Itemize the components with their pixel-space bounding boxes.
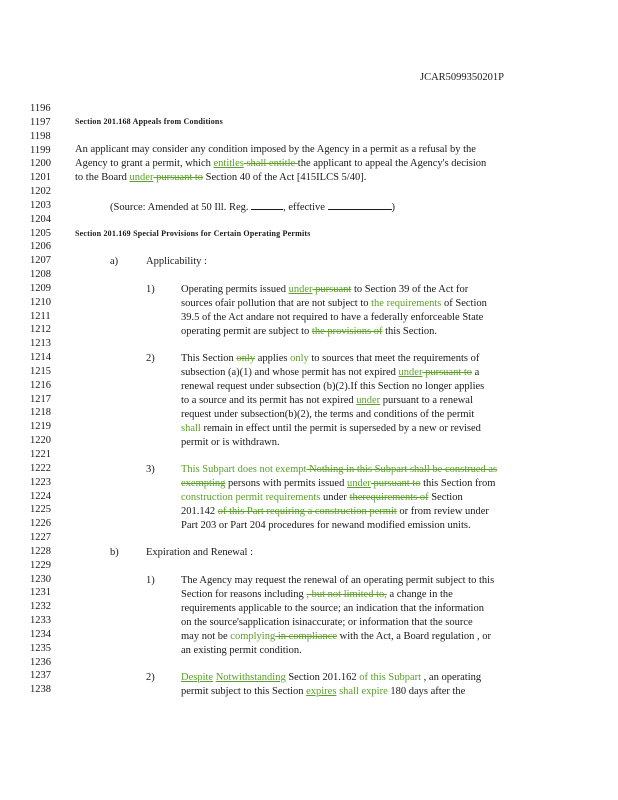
- expiration-title: Expiration and Renewal :: [146, 547, 254, 558]
- inserted-text: only: [290, 353, 309, 364]
- text-run: operating permit are subject to: [181, 326, 312, 337]
- line-number: 1228: [30, 545, 51, 557]
- text-run: a: [472, 367, 480, 378]
- deleted-text: pursuant to: [370, 478, 421, 489]
- deleted-text: shall entitle: [243, 158, 298, 169]
- line-number: 1236: [30, 656, 51, 668]
- text-run: ): [391, 202, 396, 213]
- line-number: 1198: [30, 130, 51, 142]
- text-run: (Source: Amended at 50 Ill. Reg.: [110, 202, 249, 213]
- line-number: 1222: [30, 462, 51, 474]
- inserted-text: under: [288, 284, 313, 295]
- line-number: 1206: [30, 241, 51, 253]
- b1-line-6: an existing permit condition.: [181, 645, 302, 656]
- line-number: 1225: [30, 504, 51, 516]
- text-run: This Section: [181, 353, 237, 364]
- line-number: 1212: [30, 324, 51, 336]
- line-number: 1202: [30, 186, 51, 198]
- a1-line-3: 39.5 of the Act andare not required to have a federally enforceable State: [181, 312, 484, 323]
- label-b: b): [110, 547, 119, 558]
- deleted-text: pursuant: [312, 284, 352, 295]
- inserted-text: Notwithstanding: [215, 672, 286, 683]
- blank-volume: [251, 200, 283, 210]
- line-number: 1199: [30, 144, 51, 156]
- text-run: Section for reasons including: [181, 589, 307, 600]
- line-number: 1200: [30, 158, 51, 170]
- para-168-line-3: [75, 172, 366, 183]
- a2-line-2: [181, 367, 479, 378]
- line-number: 1226: [30, 518, 51, 530]
- a3-line-2: [181, 478, 495, 489]
- a2-line-3: renewal request under subsection (b)(2).If this Section no longer applies: [181, 381, 485, 392]
- text-run: may not be: [181, 631, 231, 642]
- line-number: 1211: [30, 310, 51, 322]
- a1-line-4: [181, 326, 437, 337]
- line-number: 1237: [30, 670, 51, 682]
- text-run: with the Act, a Board regulation , or: [337, 631, 491, 642]
- text-run: under: [320, 492, 350, 503]
- b2-line-2: [181, 686, 465, 697]
- inserted-text: shall expire: [336, 686, 388, 697]
- a2-line-7: permit or is withdrawn.: [181, 437, 280, 448]
- text-run: 180 days after the: [387, 686, 466, 697]
- label-a1: 1): [146, 284, 155, 295]
- text-run: persons with permits issued: [225, 478, 347, 489]
- line-number: 1213: [30, 338, 51, 350]
- text-run: to the Board: [75, 172, 130, 183]
- a2-line-1: [181, 353, 479, 364]
- line-number: 1224: [30, 490, 51, 502]
- deleted-text: therequirements of: [349, 492, 429, 503]
- a2-line-4: [181, 395, 473, 406]
- line-number: 1221: [30, 449, 51, 460]
- line-number: 1214: [30, 352, 51, 364]
- text-run: Operating permits issued: [181, 284, 289, 295]
- text-run: Section: [428, 492, 463, 503]
- b1-line-5: [181, 631, 491, 642]
- blank-date: [328, 200, 392, 210]
- text-run: this Section.: [382, 326, 438, 337]
- line-number: 1197: [30, 116, 51, 128]
- deleted-text: the provisions of: [311, 326, 383, 337]
- line-number: 1201: [30, 172, 51, 184]
- para-168-line-1: An applicant may consider any condition imposed by the Agency in a permit as a refusal by the: [75, 144, 476, 155]
- document-id: JCAR5099350201P: [420, 72, 505, 83]
- inserted-text: under: [398, 367, 423, 378]
- applicability-title: Applicability :: [146, 256, 207, 267]
- inserted-text: complying: [230, 631, 276, 642]
- inserted-text: under: [356, 395, 381, 406]
- text-run: a change in the: [386, 589, 453, 600]
- inserted-text: under: [129, 172, 154, 183]
- text-run: of Section: [441, 298, 487, 309]
- label-a2: 2): [146, 353, 155, 364]
- b1-line-2: [181, 589, 453, 600]
- b1-line-1: The Agency may request the renewal of an operating permit subject to this: [181, 575, 495, 586]
- text-run: or from review under: [396, 506, 489, 517]
- line-number: 1219: [30, 421, 51, 433]
- a1-line-1: [181, 284, 468, 295]
- line-number: 1216: [30, 379, 51, 391]
- line-number: 1223: [30, 476, 51, 488]
- inserted-text: shall: [181, 423, 201, 434]
- a3-line-1: [181, 464, 497, 475]
- inserted-text: construction permit requirements: [181, 492, 321, 503]
- line-number: 1208: [30, 269, 51, 281]
- line-number: 1230: [30, 573, 51, 585]
- text-run: remain in effect until the permit is superseded by a new or revised: [200, 423, 481, 434]
- line-number: 1204: [30, 213, 51, 225]
- line-number: 1218: [30, 407, 51, 419]
- line-number: 1217: [30, 393, 51, 405]
- line-number: 1235: [30, 642, 51, 654]
- inserted-text: under: [346, 478, 371, 489]
- line-number: 1232: [30, 601, 51, 613]
- text-run: the applicant to appeal the Agency's decision: [297, 158, 487, 169]
- a2-line-5: request under subsection(b)(2), the terms and conditions of the permit: [181, 409, 475, 420]
- label-a: a): [110, 256, 119, 267]
- a3-line-5: Part 203 or Part 204 procedures for newand modified emission units.: [181, 520, 471, 531]
- line-number: 1207: [30, 255, 51, 267]
- text-run: to Section 39 of the Act for: [351, 284, 469, 295]
- text-run: to sources that meet the requirements of: [308, 353, 480, 364]
- deleted-text: pursuant to: [422, 367, 473, 378]
- line-number: 1234: [30, 628, 51, 640]
- line-number: 1215: [30, 365, 51, 377]
- inserted-text: entitles: [213, 158, 244, 169]
- deleted-text: only: [236, 353, 256, 364]
- deleted-text: exempting: [181, 478, 226, 489]
- deleted-text: pursuant to: [153, 172, 204, 183]
- text-run: permit subject to this Section: [181, 686, 307, 697]
- line-number: 1220: [30, 435, 51, 447]
- label-b1: 1): [146, 575, 155, 586]
- deleted-text: of this Part requiring a construction permit: [217, 506, 397, 517]
- line-number: 1209: [30, 282, 51, 294]
- source-note: [110, 200, 395, 213]
- b2-line-1: [181, 672, 481, 683]
- text-run: Agency to grant a permit, which: [75, 158, 214, 169]
- a3-line-3: [181, 492, 463, 503]
- inserted-text: of this Subpart: [359, 672, 422, 683]
- text-run: this Section from: [420, 478, 496, 489]
- line-number: 1227: [30, 532, 51, 544]
- label-b2: 2): [146, 672, 155, 683]
- line-number: 1231: [30, 587, 51, 599]
- text-run: Section 201.162: [285, 672, 360, 683]
- b1-line-4: on the source'sapplication isinaccurate; or information that the source: [181, 617, 473, 628]
- line-number: 1229: [30, 559, 51, 571]
- text-run: to a source and its permit has not expired: [181, 395, 357, 406]
- line-number: 1196: [30, 103, 51, 114]
- b1-line-3: requirements applicable to the source; an indication that the information: [181, 603, 484, 614]
- text-run: applies: [255, 353, 291, 364]
- a3-line-4: [181, 506, 489, 517]
- label-a3: 3): [146, 464, 155, 475]
- inserted-text: expires: [306, 686, 337, 697]
- section-168-heading: Section 201.168 Appeals from Conditions: [75, 117, 223, 126]
- text-run: subsection (a)(1) and whose permit has not expired: [181, 367, 399, 378]
- line-number: 1233: [30, 615, 51, 627]
- line-number: 1238: [30, 684, 51, 696]
- text-run: sources ofair pollution that are not subject to: [181, 298, 372, 309]
- a2-line-6: [181, 423, 481, 434]
- deleted-text: Nothing in this Subpart shall be construed as: [306, 464, 498, 475]
- line-number: 1205: [30, 227, 51, 239]
- inserted-text: This Subpart does not exempt: [181, 464, 307, 475]
- section-169-heading: Section 201.169 Special Provisions for Certain Operating Permits: [75, 229, 311, 238]
- line-number: 1210: [30, 296, 51, 308]
- text-run: 201.142: [181, 506, 218, 517]
- para-168-line-2: [75, 158, 486, 169]
- text-run: , an operating: [421, 672, 482, 683]
- inserted-text: Despite: [181, 672, 214, 683]
- deleted-text: in compliance: [275, 631, 338, 642]
- text-run: pursuant to a renewal: [380, 395, 473, 406]
- text-run: Section 40 of the Act [415ILCS 5/40].: [203, 172, 367, 183]
- text-run: , effective: [283, 202, 325, 213]
- deleted-text: , but not limited to,: [306, 589, 387, 600]
- a1-line-2: [181, 298, 487, 309]
- inserted-text: the requirements: [371, 298, 442, 309]
- line-number: 1203: [30, 199, 51, 211]
